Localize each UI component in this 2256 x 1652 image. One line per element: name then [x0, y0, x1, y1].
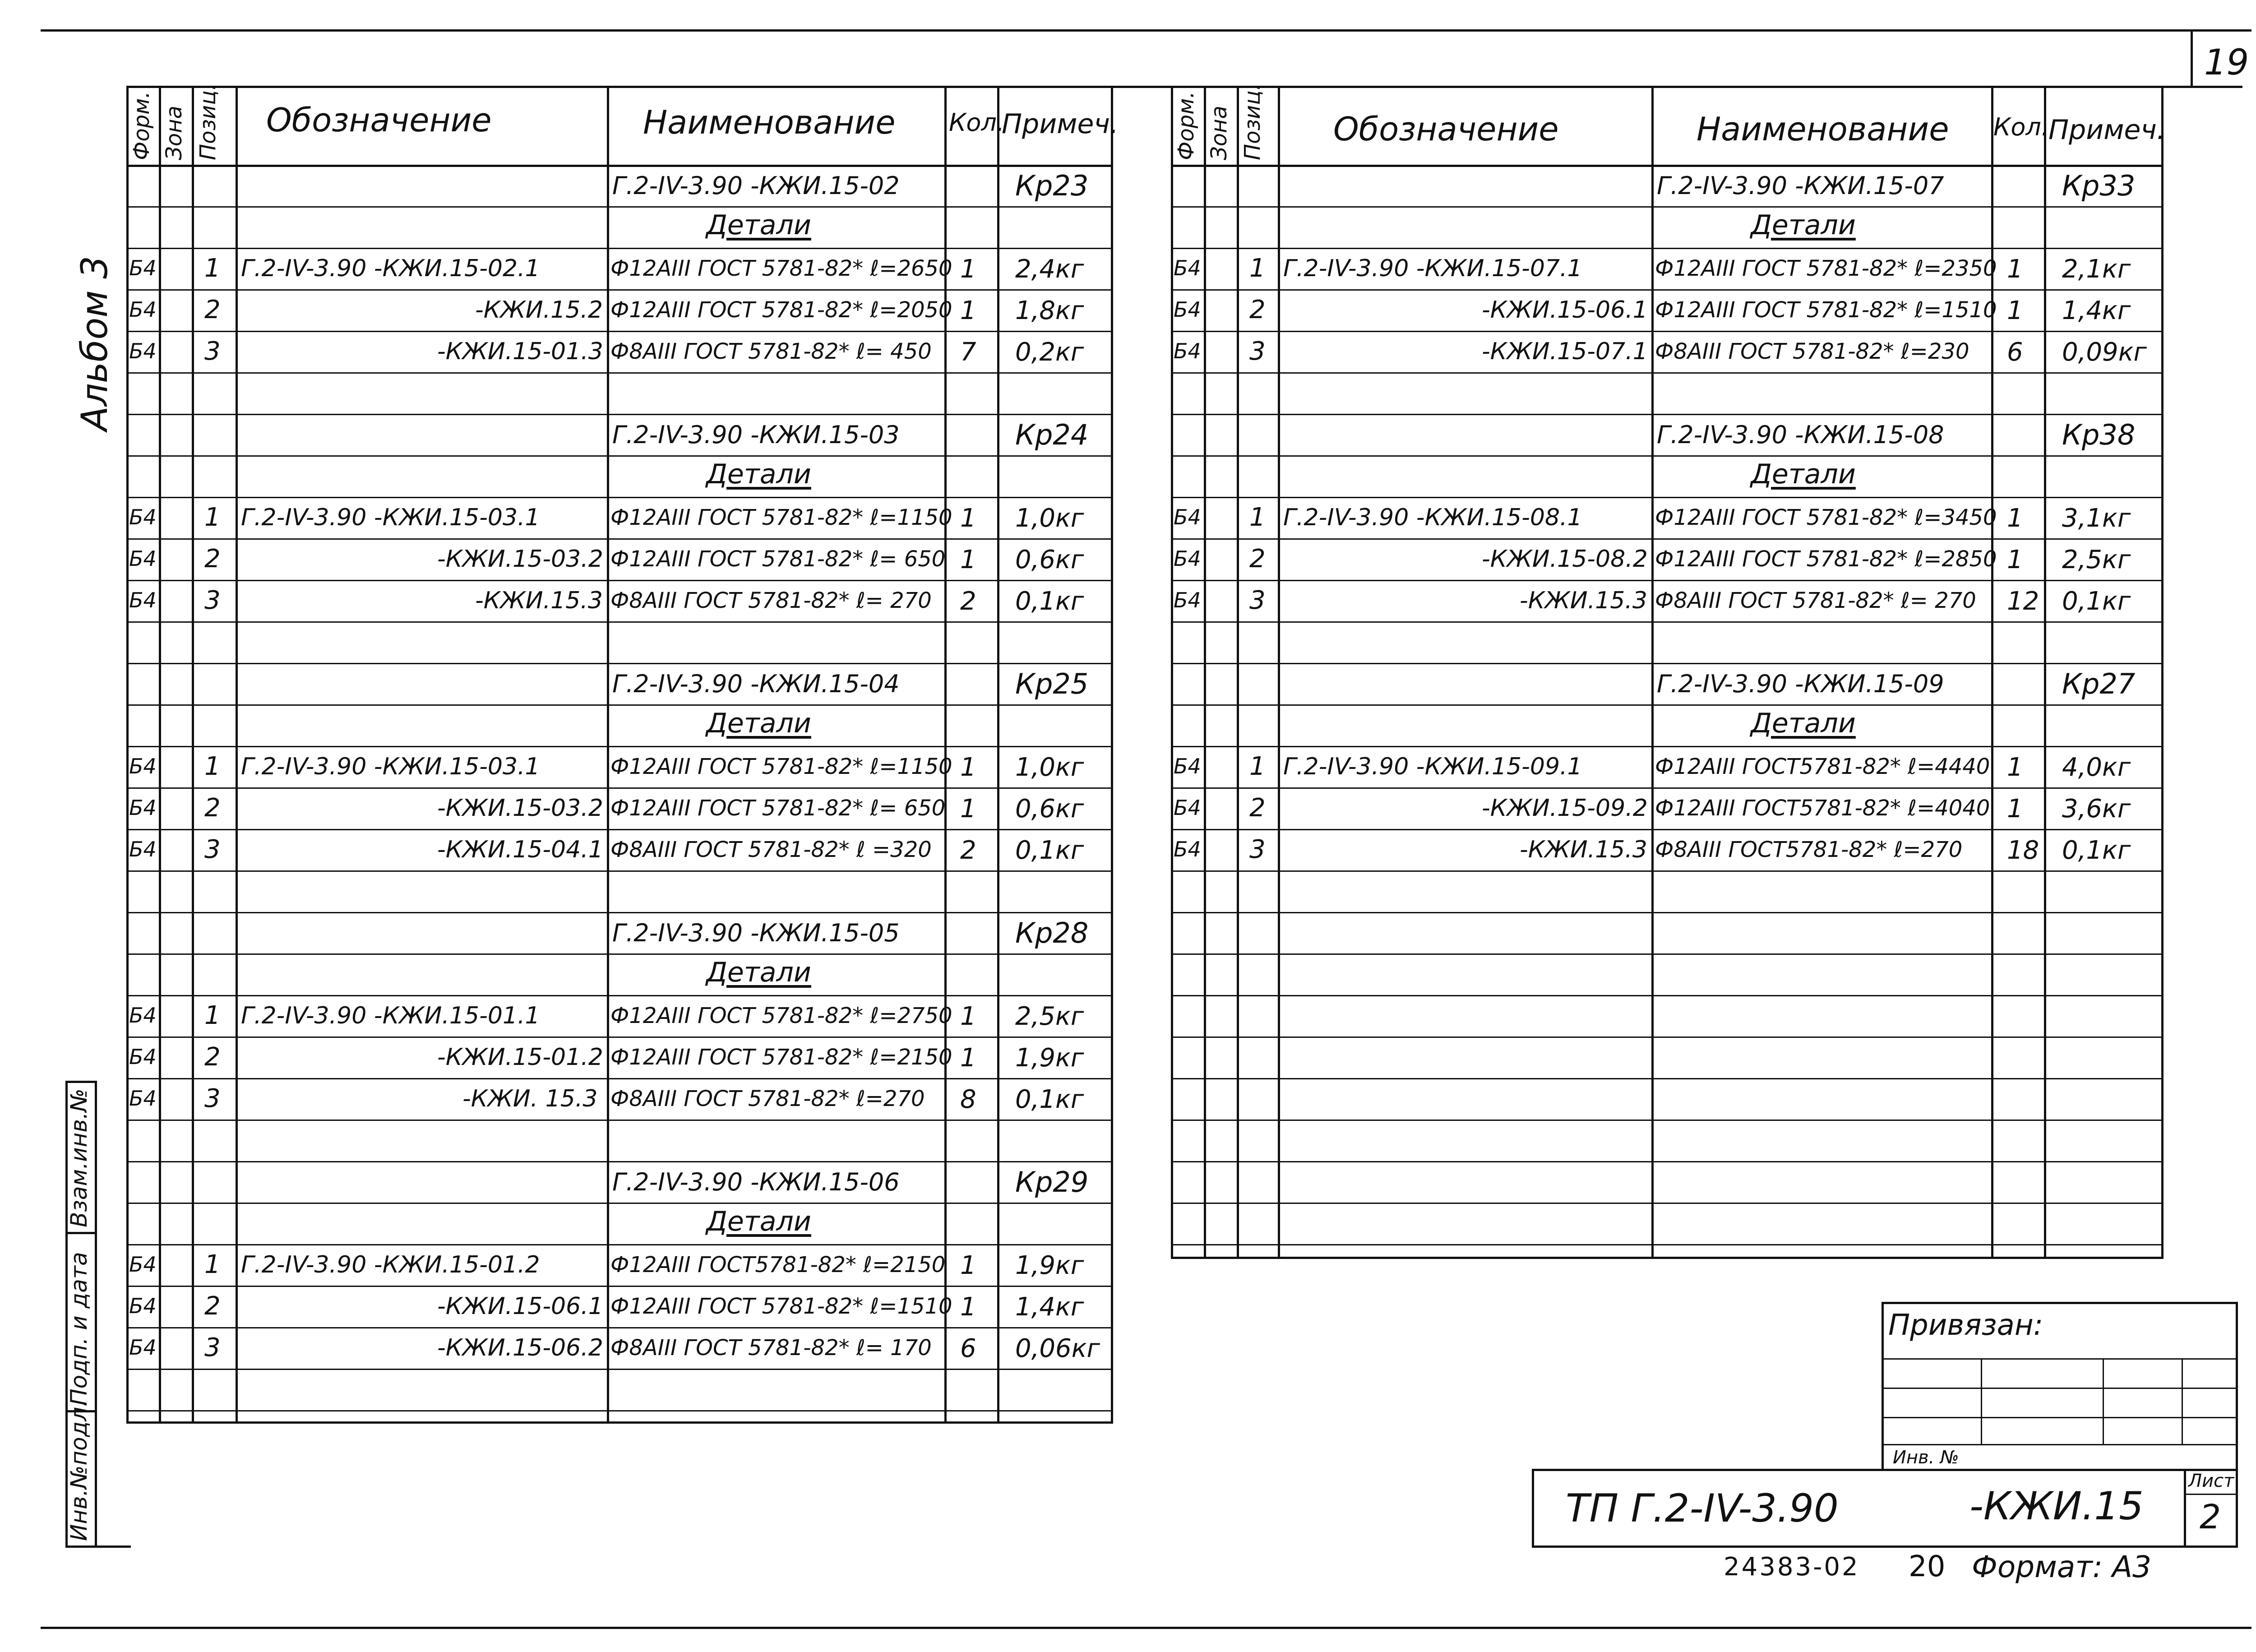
title-block-right-line [2236, 1302, 2238, 1546]
left-assembly-mark: Кр24 [1015, 418, 1089, 451]
left-item-name: Ф12АIII ГОСТ 5781-82* ℓ=2650 [610, 256, 952, 281]
left-row-line [126, 621, 1113, 623]
left-row-line [126, 455, 1113, 457]
left-row-line [126, 912, 1113, 913]
right-item-name: Ф12АIII ГОСТ 5781-82* ℓ=1510 [1655, 297, 1997, 323]
right-table-bottom-line [1171, 1257, 2164, 1259]
side-stamp-replace-label: Взам.инв.№ [66, 1088, 92, 1227]
left-item-name: Ф12АIII ГОСТ 5781-82* ℓ=2150 [610, 1045, 952, 1070]
left-table-bottom-line [126, 1421, 1113, 1424]
right-item-form: Б4 [1174, 754, 1201, 778]
right-item-form: Б4 [1174, 505, 1201, 529]
sheet-cell-mid-line [2184, 1494, 2237, 1495]
left-item-qty: 1 [960, 1002, 976, 1031]
right-header-form: Форм. [1174, 91, 1199, 160]
right-item-qty: 18 [2007, 836, 2039, 865]
left-item-name: Ф12АIII ГОСТ 5781-82* ℓ=1150 [610, 505, 952, 530]
left-row-line [126, 953, 1113, 955]
frame-top-line [41, 29, 2251, 32]
left-item-name: Ф12АIII ГОСТ 5781-82* ℓ= 650 [610, 546, 946, 572]
right-row-line [1171, 912, 2164, 913]
left-assembly-name: Г.2-IV-3.90 -КЖИ.15-06 [612, 1168, 900, 1196]
left-item-note: 0,1кг [1015, 836, 1084, 865]
footer-code: 24383-02 [1724, 1552, 1860, 1582]
left-item-name: Ф8АIII ГОСТ 5781-82* ℓ =320 [610, 837, 932, 862]
right-row-line [1171, 870, 2164, 872]
right-item-note: 2,1кг [2062, 255, 2131, 284]
right-row-line [1171, 455, 2164, 457]
right-assembly-name: Г.2-IV-3.90 -КЖИ.15-08 [1657, 421, 1944, 449]
left-item-designation: -КЖИ.15.3 [475, 587, 603, 614]
left-item-note: 1,9кг [1015, 1043, 1084, 1073]
left-item-qty: 1 [960, 1043, 976, 1073]
right-item-designation: -КЖИ.15-07.1 [1482, 338, 1648, 365]
left-row-line [126, 1203, 1113, 1204]
left-row-line [126, 1286, 1113, 1287]
left-item-form: Б4 [129, 505, 157, 529]
left-item-form: Б4 [129, 1294, 157, 1318]
left-assembly-mark: Кр23 [1015, 169, 1089, 202]
left-item-designation: -КЖИ.15-03.2 [437, 795, 603, 822]
left-item-form: Б4 [129, 754, 157, 778]
left-header-zone: Зона [162, 106, 187, 160]
right-item-name: Ф8АIII ГОСТ5781-82* ℓ=270 [1655, 837, 1963, 862]
side-stamp-inv-label: Инв.№подл. [66, 1399, 92, 1541]
right-item-designation: -КЖИ.15-08.2 [1482, 546, 1648, 573]
right-item-name: Ф12АIII ГОСТ 5781-82* ℓ=3450 [1655, 505, 1997, 530]
footer-format: Формат: А3 [1972, 1550, 2152, 1584]
right-header-bottom-line [1171, 165, 2164, 167]
left-item-name: Ф8АIII ГОСТ 5781-82* ℓ= 450 [610, 339, 932, 364]
footer-page: 20 [1909, 1550, 1946, 1583]
left-item-form: Б4 [129, 1252, 157, 1277]
right-col-line-7 [2161, 86, 2164, 1257]
title-main-left-line [1532, 1469, 1534, 1546]
left-item-designation: -КЖИ.15-06.2 [437, 1334, 603, 1361]
left-item-pos: 3 [204, 586, 221, 615]
left-item-qty: 1 [960, 255, 976, 284]
left-item-note: 1,8кг [1015, 296, 1084, 325]
side-stamp-top-line [65, 1081, 95, 1083]
right-row-line [1171, 621, 2164, 623]
right-item-note: 0,1кг [2062, 836, 2131, 865]
right-row-line [1171, 1078, 2164, 1079]
left-item-designation: Г.2-IV-3.90 -КЖИ.15-03.1 [241, 504, 540, 531]
left-header-pos: Позиц. [195, 83, 221, 160]
title-main-bottom-line [1532, 1546, 2238, 1548]
left-row-line [126, 414, 1113, 415]
right-row-line [1171, 787, 2164, 789]
right-item-qty: 1 [2007, 794, 2023, 824]
title-grid-row-4 [1882, 1444, 2236, 1445]
left-col-line-3 [236, 86, 238, 1421]
left-item-note: 0,06кг [1015, 1334, 1100, 1363]
left-assembly-mark: Кр25 [1015, 667, 1089, 700]
left-item-pos: 2 [204, 544, 221, 574]
right-item-form: Б4 [1174, 796, 1201, 820]
right-row-line [1171, 206, 2164, 208]
left-item-note: 0,2кг [1015, 338, 1084, 367]
side-stamp-sign-label: Подп. и дата [66, 1252, 92, 1406]
bound-label: Привязан: [1888, 1309, 2043, 1342]
right-row-line [1171, 248, 2164, 249]
right-row-line [1171, 704, 2164, 706]
left-item-name: Ф8АIII ГОСТ 5781-82* ℓ= 170 [610, 1335, 932, 1360]
right-item-designation: -КЖИ.15.3 [1520, 587, 1647, 614]
right-item-designation: Г.2-IV-3.90 -КЖИ.15-07.1 [1283, 255, 1582, 282]
left-section-title: Детали [706, 957, 811, 988]
left-col-line-4 [607, 86, 609, 1421]
left-assembly-mark: Кр29 [1015, 1166, 1089, 1199]
left-item-designation: Г.2-IV-3.90 -КЖИ.15-03.1 [241, 753, 540, 780]
title-block-top-line [1882, 1302, 2238, 1304]
left-item-qty: 1 [960, 296, 976, 325]
left-item-pos: 3 [204, 835, 221, 864]
left-item-name: Ф12АIII ГОСТ 5781-82* ℓ=2750 [610, 1003, 952, 1028]
left-col-line-7 [1111, 86, 1113, 1421]
inner-frame-top-line [126, 86, 2242, 88]
left-item-qty: 2 [960, 836, 976, 865]
left-item-designation: -КЖИ. 15.3 [462, 1085, 598, 1112]
left-item-note: 0,1кг [1015, 587, 1084, 616]
right-item-name: Ф8АIII ГОСТ 5781-82* ℓ=230 [1655, 339, 1969, 364]
left-item-pos: 2 [204, 295, 221, 324]
left-assembly-name: Г.2-IV-3.90 -КЖИ.15-05 [612, 919, 900, 947]
left-item-note: 0,6кг [1015, 545, 1084, 574]
left-item-qty: 1 [960, 1292, 976, 1322]
left-item-pos: 2 [204, 1042, 221, 1072]
left-item-name: Ф12АIII ГОСТ 5781-82* ℓ=2050 [610, 297, 952, 323]
side-stamp-sep-1 [65, 1232, 95, 1234]
left-item-designation: -КЖИ.15-04.1 [437, 836, 603, 863]
right-item-name: Ф8АIII ГОСТ 5781-82* ℓ= 270 [1655, 588, 1976, 613]
left-row-line [126, 829, 1113, 830]
left-row-line [126, 787, 1113, 789]
left-item-note: 1,0кг [1015, 753, 1084, 782]
left-row-line [126, 746, 1113, 747]
right-header-name: Наименование [1697, 110, 1949, 148]
right-item-qty: 1 [2007, 296, 2023, 325]
left-item-pos: 2 [204, 1291, 221, 1321]
left-header-name: Наименование [643, 103, 896, 141]
left-item-name: Ф8АIII ГОСТ 5781-82* ℓ=270 [610, 1086, 925, 1111]
right-item-pos: 2 [1249, 295, 1266, 324]
left-header-bottom-line [126, 165, 1113, 167]
left-item-form: Б4 [129, 588, 157, 612]
right-header-qty: Кол. [1993, 113, 2049, 141]
left-item-pos: 3 [204, 1084, 221, 1113]
right-item-note: 1,4кг [2062, 296, 2131, 325]
right-item-designation: -КЖИ.15-06.1 [1482, 296, 1648, 324]
doc-code: ТП Г.2-IV-3.90 [1566, 1486, 1839, 1531]
left-item-note: 1,4кг [1015, 1292, 1084, 1322]
sheet-cell-left-line [2184, 1469, 2186, 1546]
left-item-note: 0,6кг [1015, 794, 1084, 824]
right-item-pos: 2 [1249, 544, 1266, 574]
left-assembly-mark: Кр28 [1015, 916, 1089, 949]
right-item-pos: 3 [1249, 835, 1266, 864]
left-row-line [126, 372, 1113, 374]
right-item-designation: -КЖИ.15-09.2 [1482, 795, 1648, 822]
left-item-designation: Г.2-IV-3.90 -КЖИ.15-02.1 [241, 255, 540, 282]
left-item-designation: Г.2-IV-3.90 -КЖИ.15-01.1 [241, 1002, 540, 1029]
right-row-line [1171, 1161, 2164, 1162]
left-col-line-5 [944, 86, 947, 1421]
left-item-pos: 2 [204, 793, 221, 823]
left-item-name: Ф12АIII ГОСТ 5781-82* ℓ=1510 [610, 1294, 952, 1319]
left-item-note: 2,4кг [1015, 255, 1084, 284]
left-row-line [126, 1037, 1113, 1038]
left-item-designation: -КЖИ.15-01.3 [437, 338, 603, 365]
left-header-designation: Обозначение [266, 101, 492, 139]
right-header-note: Примеч. [2048, 114, 2165, 146]
sheet-label: Лист [2188, 1471, 2234, 1491]
right-item-pos: 3 [1249, 337, 1266, 366]
right-item-note: 3,6кг [2062, 794, 2131, 824]
right-item-designation: -КЖИ.15.3 [1520, 836, 1647, 863]
left-row-line [126, 497, 1113, 498]
right-item-form: Б4 [1174, 546, 1201, 571]
left-item-name: Ф12АIII ГОСТ 5781-82* ℓ= 650 [610, 796, 946, 821]
right-row-line [1171, 663, 2164, 664]
left-item-pos: 1 [204, 503, 221, 532]
left-item-form: Б4 [129, 297, 157, 322]
left-item-qty: 1 [960, 1251, 976, 1280]
left-row-line [126, 1078, 1113, 1079]
right-section-title: Детали [1751, 458, 1856, 490]
left-item-form: Б4 [129, 339, 157, 363]
right-item-note: 0,1кг [2062, 587, 2131, 616]
left-item-qty: 8 [960, 1085, 976, 1114]
left-item-qty: 1 [960, 794, 976, 824]
left-row-line [126, 289, 1113, 291]
right-item-note: 3,1кг [2062, 504, 2131, 533]
right-header-designation: Обозначение [1333, 110, 1559, 148]
right-item-qty: 1 [2007, 255, 2023, 284]
right-row-line [1171, 497, 2164, 498]
right-assembly-name: Г.2-IV-3.90 -КЖИ.15-09 [1657, 670, 1944, 698]
left-header-note: Примеч. [1002, 108, 1119, 140]
left-item-form: Б4 [129, 1086, 157, 1111]
right-section-title: Детали [1751, 708, 1856, 739]
right-item-designation: Г.2-IV-3.90 -КЖИ.15-09.1 [1283, 753, 1582, 780]
right-row-line [1171, 289, 2164, 291]
left-row-line [126, 870, 1113, 872]
right-item-qty: 6 [2007, 338, 2023, 367]
album-label: Альбом 3 [74, 256, 116, 431]
left-row-line [126, 1120, 1113, 1121]
right-item-pos: 2 [1249, 793, 1266, 823]
right-assembly-name: Г.2-IV-3.90 -КЖИ.15-07 [1657, 171, 1944, 200]
left-item-note: 1,0кг [1015, 504, 1084, 533]
right-item-qty: 1 [2007, 545, 2023, 574]
right-col-line-2 [1237, 86, 1239, 1257]
left-item-form: Б4 [129, 837, 157, 861]
left-item-note: 1,9кг [1015, 1251, 1084, 1280]
left-assembly-name: Г.2-IV-3.90 -КЖИ.15-02 [612, 171, 900, 200]
left-row-line [126, 1244, 1113, 1245]
title-grid-col-2 [2103, 1358, 2104, 1444]
title-main-top-line [1532, 1469, 2238, 1471]
left-section-title: Детали [706, 458, 811, 490]
left-row-line [126, 995, 1113, 996]
left-item-qty: 6 [960, 1334, 976, 1363]
right-row-line [1171, 746, 2164, 747]
sheet-number: 19 [2204, 42, 2249, 83]
right-row-line [1171, 829, 2164, 830]
right-row-line [1171, 331, 2164, 332]
left-row-line [126, 538, 1113, 540]
left-row-line [126, 1327, 1113, 1328]
left-section-title: Детали [706, 708, 811, 739]
left-col-line-6 [997, 86, 999, 1421]
right-col-line-1 [1204, 86, 1206, 1257]
right-item-qty: 1 [2007, 504, 2023, 533]
title-grid-col-1 [1981, 1358, 1982, 1444]
left-item-form: Б4 [129, 1335, 157, 1360]
left-item-form: Б4 [129, 1003, 157, 1027]
left-section-title: Детали [706, 209, 811, 241]
doc-suffix: -КЖИ.15 [1969, 1484, 2144, 1529]
left-item-pos: 1 [204, 1001, 221, 1030]
left-header-form: Форм. [129, 91, 154, 160]
right-item-name: Ф12АIII ГОСТ 5781-82* ℓ=2850 [1655, 546, 1997, 572]
left-item-note: 2,5кг [1015, 1002, 1084, 1031]
right-assembly-mark: Кр38 [2062, 418, 2136, 451]
left-item-form: Б4 [129, 546, 157, 571]
left-assembly-name: Г.2-IV-3.90 -КЖИ.15-04 [612, 670, 900, 698]
side-stamp-bottom-line [65, 1546, 131, 1548]
right-col-line-4 [1651, 86, 1654, 1257]
left-item-form: Б4 [129, 1045, 157, 1069]
right-row-line [1171, 1244, 2164, 1245]
right-row-line [1171, 1037, 2164, 1038]
right-row-line [1171, 372, 2164, 374]
left-item-pos: 3 [204, 337, 221, 366]
left-item-pos: 1 [204, 1250, 221, 1279]
left-row-line [126, 663, 1113, 664]
frame-bottom-line [41, 1627, 2251, 1629]
left-section-title: Детали [706, 1206, 811, 1237]
left-item-pos: 3 [204, 1333, 221, 1362]
left-item-name: Ф12АIII ГОСТ 5781-82* ℓ=1150 [610, 754, 952, 779]
left-row-line [126, 580, 1113, 581]
right-item-name: Ф12АIII ГОСТ5781-82* ℓ=4440 [1655, 754, 1990, 779]
sheet-number-box-line [2191, 29, 2193, 86]
right-section-title: Детали [1751, 209, 1856, 241]
right-item-form: Б4 [1174, 837, 1201, 861]
left-item-qty: 2 [960, 587, 976, 616]
right-header-pos: Позиц. [1240, 83, 1265, 160]
left-item-form: Б4 [129, 256, 157, 280]
right-row-line [1171, 538, 2164, 540]
right-item-pos: 1 [1249, 503, 1266, 532]
right-col-line-3 [1278, 86, 1280, 1257]
right-item-designation: Г.2-IV-3.90 -КЖИ.15-08.1 [1283, 504, 1582, 531]
left-item-pos: 1 [204, 752, 221, 781]
right-row-line [1171, 953, 2164, 955]
left-item-designation: -КЖИ.15.2 [475, 296, 603, 324]
left-item-pos: 1 [204, 254, 221, 283]
left-item-qty: 1 [960, 545, 976, 574]
left-item-name: Ф12АIII ГОСТ5781-82* ℓ=2150 [610, 1252, 946, 1277]
right-row-line [1171, 1120, 2164, 1121]
left-row-line [126, 248, 1113, 249]
left-item-form: Б4 [129, 796, 157, 820]
left-assembly-name: Г.2-IV-3.90 -КЖИ.15-03 [612, 421, 900, 449]
right-item-pos: 3 [1249, 586, 1266, 615]
left-item-designation: -КЖИ.15-06.1 [437, 1293, 603, 1320]
right-item-pos: 1 [1249, 752, 1266, 781]
right-col-line-6 [2044, 86, 2046, 1257]
right-item-name: Ф12АIII ГОСТ 5781-82* ℓ=2350 [1655, 256, 1997, 281]
right-row-line [1171, 414, 2164, 415]
left-row-line [126, 331, 1113, 332]
right-col-line-0 [1171, 86, 1173, 1257]
left-row-line [126, 1161, 1113, 1162]
right-item-qty: 1 [2007, 753, 2023, 782]
right-item-pos: 1 [1249, 254, 1266, 283]
right-row-line [1171, 580, 2164, 581]
left-item-designation: Г.2-IV-3.90 -КЖИ.15-01.2 [241, 1251, 540, 1278]
left-row-line [126, 1410, 1113, 1411]
title-grid-col-3 [2182, 1358, 2183, 1444]
right-item-form: Б4 [1174, 339, 1201, 363]
right-assembly-mark: Кр33 [2062, 169, 2136, 202]
side-stamp-mid-line [95, 1081, 97, 1546]
left-row-line [126, 1369, 1113, 1370]
right-row-line [1171, 1203, 2164, 1204]
right-item-form: Б4 [1174, 256, 1201, 280]
right-item-note: 0,09кг [2062, 338, 2147, 367]
left-header-qty: Кол. [949, 108, 1005, 137]
left-row-line [126, 206, 1113, 208]
right-item-form: Б4 [1174, 297, 1201, 322]
right-header-zone: Зона [1207, 106, 1232, 160]
inv-label: Инв. № [1893, 1447, 1959, 1468]
left-col-line-1 [159, 86, 161, 1421]
left-col-line-0 [126, 86, 129, 1421]
left-item-note: 0,1кг [1015, 1085, 1084, 1114]
left-item-qty: 1 [960, 504, 976, 533]
right-row-line [1171, 995, 2164, 996]
left-item-designation: -КЖИ.15-03.2 [437, 546, 603, 573]
left-item-name: Ф8АIII ГОСТ 5781-82* ℓ= 270 [610, 588, 932, 613]
right-item-note: 4,0кг [2062, 753, 2131, 782]
left-item-qty: 1 [960, 753, 976, 782]
left-item-designation: -КЖИ.15-01.2 [437, 1044, 603, 1071]
right-item-note: 2,5кг [2062, 545, 2131, 574]
right-item-qty: 12 [2007, 587, 2039, 616]
left-item-qty: 7 [960, 338, 976, 367]
right-item-form: Б4 [1174, 588, 1201, 612]
left-row-line [126, 704, 1113, 706]
right-item-name: Ф12АIII ГОСТ5781-82* ℓ=4040 [1655, 796, 1990, 821]
left-col-line-2 [192, 86, 194, 1421]
sheet-value: 2 [2200, 1498, 2221, 1536]
right-assembly-mark: Кр27 [2062, 667, 2136, 700]
